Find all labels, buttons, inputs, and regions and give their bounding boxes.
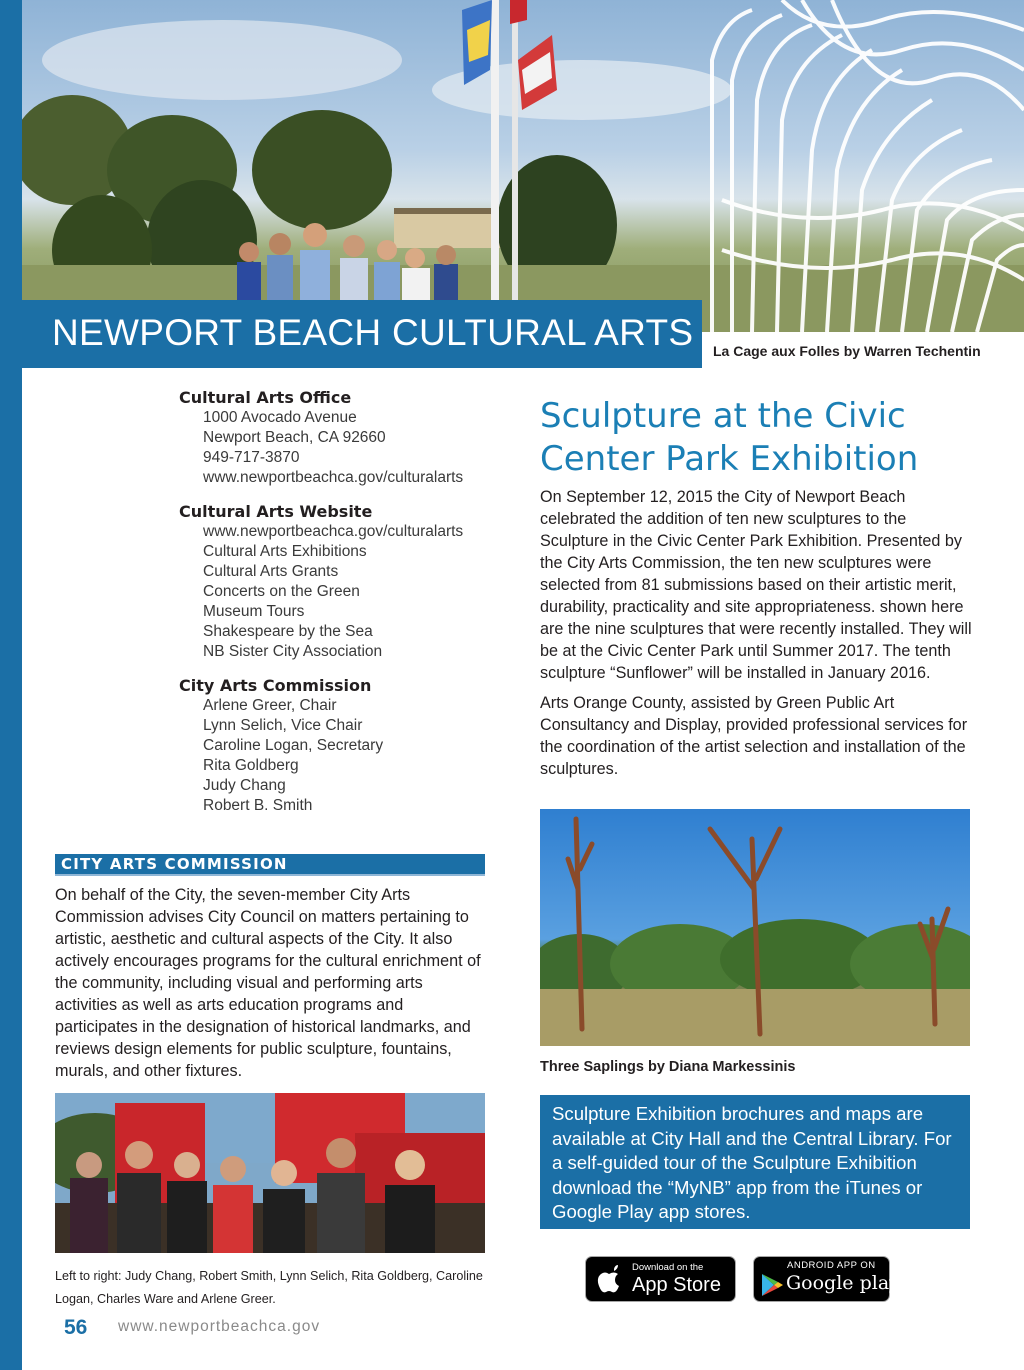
website-section: [179, 502, 509, 662]
app-store-label: App Store: [632, 1274, 721, 1296]
page-title: NEWPORT BEACH CULTURAL ARTS: [52, 312, 694, 353]
app-store-small-text: Download on the: [632, 1262, 704, 1273]
office-website-link[interactable]: www.newportbeachca.gov/culturalarts: [203, 469, 464, 486]
office-phone: 949-717-3870: [203, 449, 300, 466]
google-play-small-text: ANDROID APP ON: [787, 1260, 876, 1271]
commission-member: Arlene Greer, Chair: [203, 697, 337, 714]
promo-text: Sculpture Exhibition brochures and maps are available at City Hall and the Central Library. For a self-guided tour of the Sculpture Exhibition download the “MyNB” app from the iTunes or Google Play app stores.: [552, 1103, 952, 1223]
commission-member: Judy Chang: [203, 777, 286, 794]
google-play-icon: [760, 1273, 784, 1297]
three-saplings-photo: [540, 809, 970, 1046]
website-item: NB Sister City Association: [203, 643, 383, 660]
article-paragraph: Arts Orange County, assisted by Green Public Art Consultancy and Display, provided professional services for the coordination of the artist selection and installation of the sculptures.: [540, 694, 968, 778]
website-item: Cultural Arts Grants: [203, 563, 339, 580]
website-item: Concerts on the Green: [203, 583, 360, 600]
commission-section: [179, 676, 509, 816]
contact-info: [179, 388, 509, 830]
commission-member: Robert B. Smith: [203, 797, 313, 814]
hero-photo-caption: La Cage aux Folles by Warren Techentin: [713, 343, 981, 359]
commission-group-photo: [55, 1093, 485, 1253]
city-arts-commission-body: On behalf of the City, the seven-member City Arts Commission advises City Council on matters pertaining to artistic, aesthetic and cultural aspects of the City. It also actively encourages programs for the cultural enrichment of the community, including visual and performing arts activities as well as arts education programs and participates in the designation of historical landmarks, and reviews design elements for public sculpture, fountains, murals, and other fixtures.: [55, 886, 481, 1080]
city-arts-commission-bar: [55, 854, 485, 876]
footer-url[interactable]: www.newportbeachca.gov: [118, 1318, 321, 1335]
office-section: [179, 388, 509, 488]
office-address-line: 1000 Avocado Avenue: [203, 409, 357, 426]
google-play-label: Google play: [786, 1272, 900, 1294]
commission-heading: City Arts Commission: [179, 676, 372, 695]
article-paragraph: On September 12, 2015 the City of Newport Beach celebrated the addition of ten new sculptures to the Sculpture in the Civic Center Park Exhibition. Presented by the City Arts Commission, the ten new sculptures were selected from 81 submissions based on their artistic merit, durability, practicality and site appropriateness. shown here are the nine sculptures that were recently installed. They will be at the Civic Center Park until Summer 2017. The tenth sculpture “Sunflower” will be installed in January 2016.: [540, 488, 972, 682]
website-item: Cultural Arts Exhibitions: [203, 543, 367, 560]
website-item: Shakespeare by the Sea: [203, 623, 373, 640]
app-store-badge[interactable]: [585, 1256, 736, 1302]
website-item: Museum Tours: [203, 603, 305, 620]
commission-member: Rita Goldberg: [203, 757, 299, 774]
office-city-line: Newport Beach, CA 92660: [203, 429, 386, 446]
page-number: 56: [64, 1316, 88, 1339]
website-heading: Cultural Arts Website: [179, 502, 373, 521]
office-heading: Cultural Arts Office: [179, 388, 352, 407]
left-edge-bar: [0, 0, 22, 1370]
article-body: [540, 486, 972, 788]
apple-icon: [596, 1265, 622, 1295]
city-arts-commission-title: CITY ARTS COMMISSION: [61, 855, 288, 873]
commission-member: Caroline Logan, Secretary: [203, 737, 384, 754]
saplings-caption: Three Saplings by Diana Markessinis: [540, 1059, 796, 1075]
website-link[interactable]: www.newportbeachca.gov/culturalarts: [203, 523, 464, 540]
group-photo-caption: Left to right: Judy Chang, Robert Smith, Lynn Selich, Rita Goldberg, Caroline Logan, Charles Ware and Arlene Greer.: [55, 1269, 483, 1306]
article-title: Sculpture at the Civic Center Park Exhibition: [540, 396, 919, 479]
commission-member: Lynn Selich, Vice Chair: [203, 717, 363, 734]
hero-photo: [22, 0, 1024, 332]
google-play-badge[interactable]: [753, 1256, 900, 1302]
